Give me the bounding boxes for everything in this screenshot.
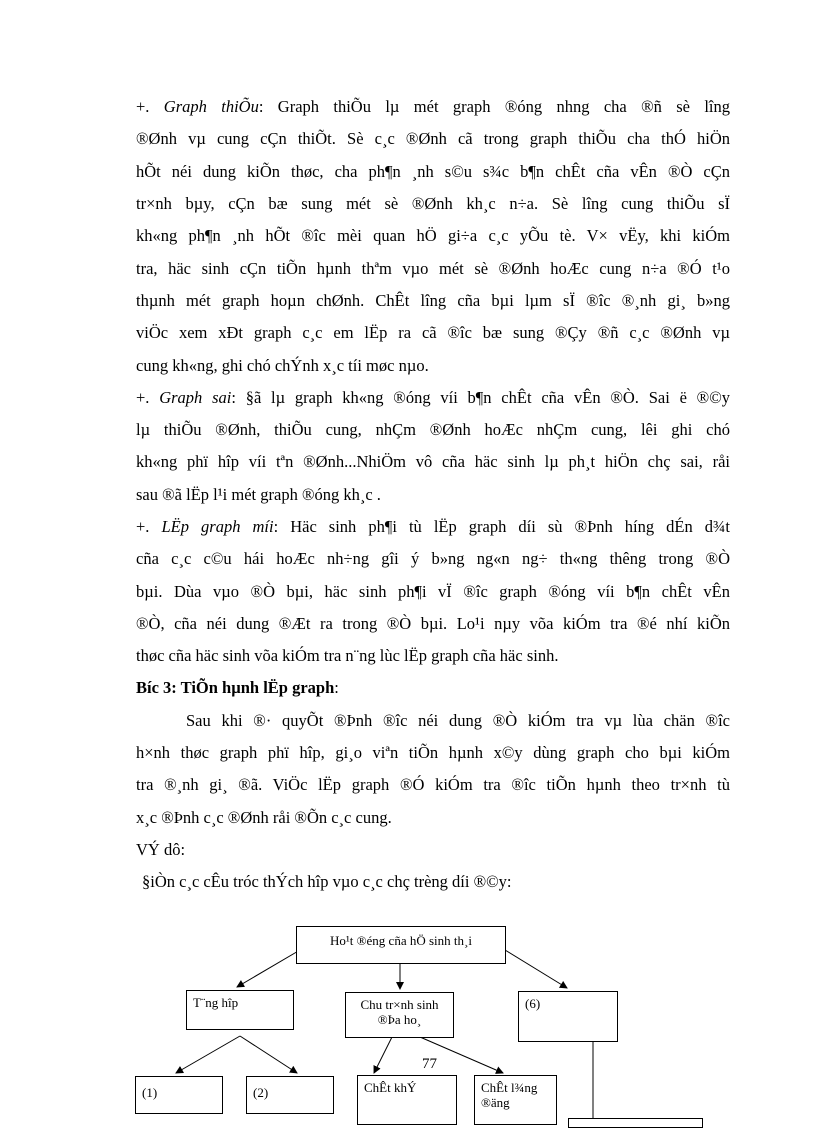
diagram-leaf-2: (2): [246, 1076, 334, 1114]
text-line: tra, häc sinh cÇn tiÕn hµnh thªm vµo mét sè ®Ønh hoÆc cung n÷a ®Ó t¹o: [136, 259, 730, 278]
arrow-middle-leaf3: [374, 1037, 392, 1073]
diagram-leaf-3: ChÊt khÝ: [357, 1075, 457, 1125]
text-line: viÖc xem xÐt graph c¸c em lËp ra cã ®îc bæ sung ®Çy ®ñ c¸c ®Ønh vµ: [136, 323, 730, 342]
text-line: tra ®¸nh gi¸ ®ã. ViÖc lËp graph ®Ó kiÓm tra ®îc tiÕn hµnh theo tr×nh tù: [136, 775, 730, 794]
diagram-leaf-1: (1): [135, 1076, 223, 1114]
term-graph-thieu: Graph thiÕu: [163, 97, 259, 116]
text-line: cung kh«ng, ghi chó chÝnh x¸c tíi møc nµo.: [136, 356, 429, 375]
text-line: +. LËp graph míi: Häc sinh ph¶i tù lËp graph díi sù ®Þnh híng dÉn d¾t: [136, 517, 731, 536]
text-line: thµnh mét graph hoµn chØnh. ChÊt lîng cña bµi lµm sÏ ®îc ®¸nh gi¸ b»ng: [136, 291, 730, 310]
text-line: kh«ng phï hîp víi tªn ®Ønh...NhiÖm vô cña häc sinh lµ ph¸t hiÖn chç sai, råi: [136, 452, 730, 471]
text-line: hÕt néi dung kiÕn thøc, cha ph¶n ¸nh s©u s¾c b¶n chÊt cña vÊn ®Ò cÇn: [136, 162, 730, 181]
text-line: x¸c ®Þnh c¸c ®Ønh råi ®Õn c¸c cung.: [136, 808, 392, 827]
arrow-root-left: [237, 950, 300, 987]
diagram-leaf-4: ChÊt l¾ng ®äng: [474, 1075, 557, 1125]
diagram-bottom-node: [568, 1118, 703, 1128]
diagram-middle-node: Chu tr×nh sinh ®Þa ho¸: [345, 992, 454, 1038]
text-line: cña c¸c c©u hái hoÆc nh÷ng gîi ý b»ng ng«n ng÷ th«ng thêng trong ®Ò: [136, 549, 730, 568]
text-line: tr×nh bµy, cÇn bæ sung mét sè ®Ønh kh¸c n÷a. Sè lîng cung thiÕu sÏ: [136, 194, 730, 213]
text-line: h×nh thøc graph phï hîp, gi¸o viªn tiÕn hµnh x©y dùng graph cho bµi kiÓm: [136, 743, 730, 762]
arrow-left-leaf1: [176, 1036, 240, 1073]
diagram-root-node: Ho¹t ®éng cña hÖ sinh th¸i: [296, 926, 506, 964]
diagram-left-node: T¨ng hîp: [186, 990, 294, 1030]
diagram-right-node: (6): [518, 991, 618, 1042]
text-line: kh«ng ph¶n ¸nh hÕt ®îc mèi quan hÖ gi÷a c¸c yÕu tè. V× vËy, khi kiÓm: [136, 226, 730, 245]
arrow-root-right: [505, 950, 567, 988]
example-label: VÝ dô:: [136, 840, 186, 859]
page-number: 77: [422, 1056, 437, 1072]
text-line: +. Graph sai: §ã lµ graph kh«ng ®óng víi b¶n chÊt cña vÊn ®Ò. Sai ë ®©y: [136, 388, 730, 407]
term-graph-sai: Graph sai: [159, 388, 232, 407]
term-lap-graph-moi: LËp graph míi: [161, 517, 274, 536]
text-line: ®Ò, cña néi dung ®Æt ra trong ®Ò bµi. Lo¹i nµy võa kiÓm tra ®é nhí kiÕn: [136, 614, 730, 633]
instruction-line: §iÒn c¸c cÊu tróc thÝch hîp vµo c¸c chç trèng díi ®©y:: [142, 872, 512, 891]
text-line: thøc cña häc sinh võa kiÓm tra n¨ng lùc lËp graph cña häc sinh.: [136, 646, 559, 665]
step-heading: Bíc 3: TiÕn hµnh lËp graph:: [136, 678, 339, 697]
arrow-left-leaf2: [240, 1036, 297, 1073]
text-line: sau ®ã lËp l¹i mét graph ®óng kh¸c .: [136, 485, 381, 504]
text-line: bµi. Dùa vµo ®Ò bµi, häc sinh ph¶i vÏ ®îc graph ®óng víi b¶n chÊt vÊn: [136, 582, 730, 601]
text-line: +. Graph thiÕu: Graph thiÕu lµ mét graph ®óng nhng cha ®ñ sè lîng: [136, 97, 731, 116]
text-line: lµ thiÕu ®Ønh, thiÕu cung, nhÇm ®Ønh hoÆc nhÇm cung, lêi ghi chó: [136, 420, 730, 439]
text-line: Sau khi ®· quyÕt ®Þnh ®îc néi dung ®Ò kiÓm tra vµ lùa chän ®îc: [186, 711, 730, 730]
text-line: ®Ønh vµ cung cÇn thiÕt. Sè c¸c ®Ønh cã trong graph thiÕu cha thÓ hiÖn: [136, 129, 730, 148]
